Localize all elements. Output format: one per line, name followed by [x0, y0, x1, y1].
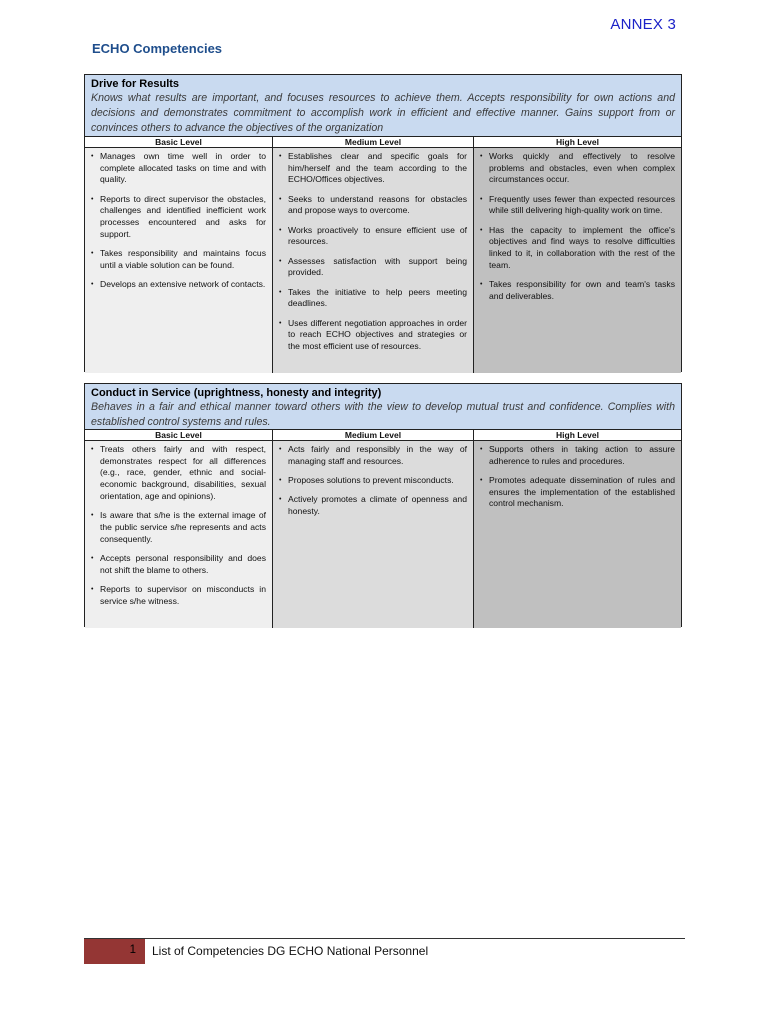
list-item: • Works proactively to ensure efficient use of resources. [279, 225, 467, 248]
high-level-header: High Level [474, 430, 681, 441]
list-item: • Frequently uses fewer than expected resources while still delivering high-quality work on time. [480, 194, 675, 217]
page-number-box [84, 939, 146, 964]
basic-level-list [85, 441, 272, 619]
medium-level-column [273, 430, 474, 628]
competency-header [85, 75, 681, 137]
list-item: • Takes responsibility for own and team's tasks and deliverables. [480, 279, 675, 302]
list-item: • Reports to direct supervisor the obstacles, challenges and identified inefficient work processes encountered and asks for support. [91, 194, 266, 241]
list-item: • Takes responsibility and maintains focus until a viable solution can be found. [91, 248, 266, 271]
medium-level-list [273, 441, 473, 529]
basic-level-column [85, 137, 273, 373]
competency-description: Behaves in a fair and ethical manner toward others with the view to develop mutual trust and confidence. Complies with established control systems and rules. [91, 401, 675, 428]
basic-level-header: Basic Level [85, 430, 272, 441]
competency-levels [85, 137, 681, 373]
list-item: • Works quickly and effectively to resolve problems and obstacles, even when complex circumstances occur. [480, 151, 675, 186]
high-level-list [474, 441, 681, 522]
medium-level-column [273, 137, 474, 373]
list-item: • Supports others in taking action to assure adherence to rules and procedures. [480, 444, 675, 467]
high-level-list [474, 148, 681, 314]
list-item: • Has the capacity to implement the office's objectives and find ways to resolve difficulties linked to it, in collaboration with the rest of the team. [480, 225, 675, 272]
list-item: • Treats others fairly and with respect, demonstrates respect for all differences (e.g., race, gender, ethnic and social-economic background, disabilities, sexual orientation, age and opinions). [91, 444, 266, 503]
list-item: • Proposes solutions to prevent misconducts. [279, 475, 467, 487]
list-item: • Develops an extensive network of contacts. [91, 279, 266, 291]
list-item: • Accepts personal responsibility and does not shift the blame to others. [91, 553, 266, 576]
list-item: • Reports to supervisor on misconducts in service s/he witness. [91, 584, 266, 607]
list-item: • Uses different negotiation approaches in order to reach ECHO objectives and strategies or the most efficient use of resources. [279, 318, 467, 353]
high-level-column [474, 430, 681, 628]
high-level-header: High Level [474, 137, 681, 148]
footer-title: List of Competencies DG ECHO National Personnel [152, 944, 429, 958]
competency-levels [85, 430, 681, 628]
competency-description: Knows what results are important, and focuses resources to achieve them. Accepts responsibility for own actions and decisions and demonstrates commitment to accomplish work in efficient and effective manner. Gains support from or convinces others to advance the objectives of the organization [91, 92, 675, 134]
list-item: • Establishes clear and specific goals for him/herself and the team according to the ECHO/Offices objectives. [279, 151, 467, 186]
competency-block-conduct-in-service [84, 383, 682, 627]
high-level-column [474, 137, 681, 373]
medium-level-header: Medium Level [273, 430, 473, 441]
list-item: • Actively promotes a climate of openness and honesty. [279, 494, 467, 517]
page-title: ECHO Competencies [92, 41, 223, 56]
competency-title: Conduct in Service (uprightness, honesty and integrity) [91, 387, 382, 399]
basic-level-list [85, 148, 272, 302]
competency-block-drive-for-results [84, 74, 682, 372]
basic-level-column [85, 430, 273, 628]
list-item: • Is aware that s/he is the external image of the public service s/he represents and acts consequently. [91, 510, 266, 545]
list-item: • Seeks to understand reasons for obstacles and propose ways to overcome. [279, 194, 467, 217]
annex-label: ANNEX 3 [610, 16, 676, 33]
medium-level-list [273, 148, 473, 364]
list-item: • Acts fairly and responsibly in the way of managing staff and resources. [279, 444, 467, 467]
list-item: • Promotes adequate dissemination of rules and ensures the implementation of the established control mechanism. [480, 475, 675, 510]
footer-divider [84, 938, 685, 939]
list-item: • Manages own time well in order to complete allocated tasks on time and with quality. [91, 151, 266, 186]
medium-level-header: Medium Level [273, 137, 473, 148]
list-item: • Takes the initiative to help peers meeting deadlines. [279, 287, 467, 310]
competency-title: Drive for Results [91, 78, 180, 90]
list-item: • Assesses satisfaction with support being provided. [279, 256, 467, 279]
competency-header [85, 384, 681, 430]
page-number: 1 [129, 944, 136, 956]
basic-level-header: Basic Level [85, 137, 272, 148]
